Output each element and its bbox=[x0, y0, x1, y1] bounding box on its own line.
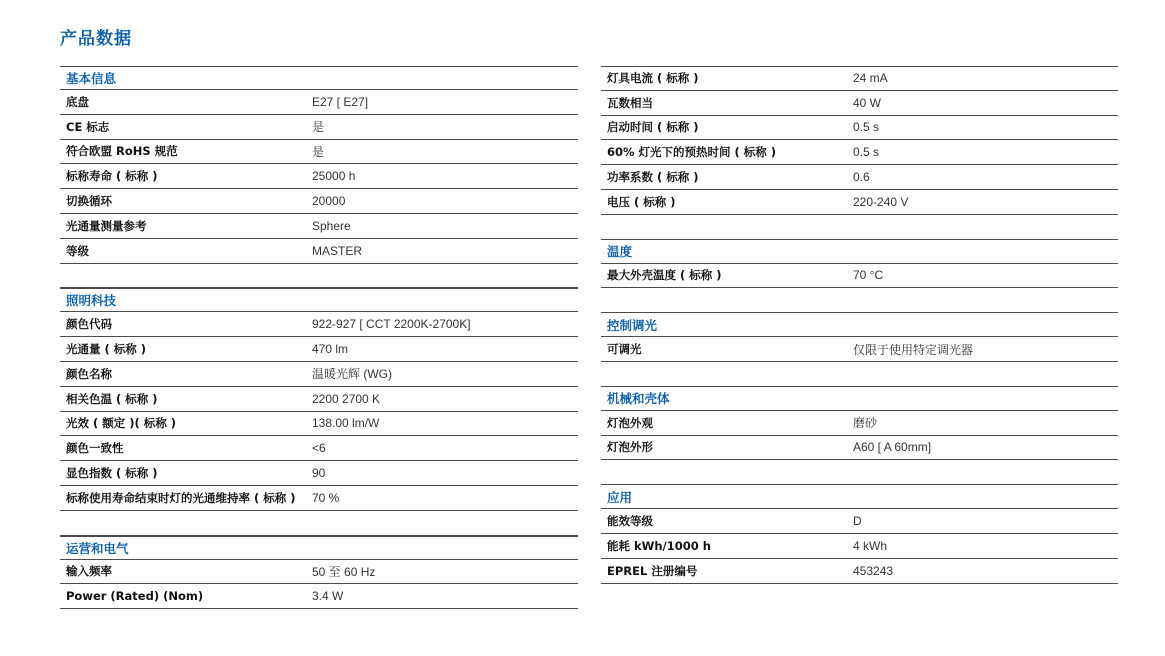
spec-value: 0.6 bbox=[853, 170, 870, 185]
spec-label: 颜色名称 bbox=[66, 366, 112, 381]
spec-value: D bbox=[853, 514, 862, 529]
spec-row bbox=[601, 140, 1118, 165]
section-header-temperature: 温度 bbox=[601, 240, 1118, 264]
spec-row bbox=[601, 264, 1118, 289]
spec-row bbox=[601, 190, 1118, 215]
spec-value: 20000 bbox=[312, 194, 346, 209]
spec-row bbox=[601, 436, 1118, 461]
spec-row bbox=[60, 486, 578, 511]
spec-value: 是 bbox=[312, 144, 325, 159]
spec-row bbox=[601, 116, 1118, 141]
spec-value: 50 至 60 Hz bbox=[312, 564, 376, 579]
spec-label: 60% 灯光下的预热时间 ( 标称 ) bbox=[607, 145, 777, 160]
section-spacer bbox=[601, 362, 1118, 387]
spec-row bbox=[60, 140, 578, 165]
spec-label: 符合欧盟 RoHS 规范 bbox=[66, 144, 178, 159]
spec-label: 光通量测量参考 bbox=[66, 218, 147, 233]
spec-value: 470 lm bbox=[312, 342, 349, 357]
spec-value: 453243 bbox=[853, 563, 894, 578]
spec-label: 能效等级 bbox=[607, 514, 653, 529]
spec-row bbox=[60, 115, 578, 140]
spec-label: 标称使用寿命结束时灯的光通维持率 ( 标称 ) bbox=[66, 490, 296, 505]
section-spacer bbox=[601, 215, 1118, 240]
spec-value: 0.5 s bbox=[853, 120, 880, 135]
spec-row bbox=[601, 66, 1118, 91]
section-header-mechanical-housing: 机械和壳体 bbox=[601, 387, 1118, 411]
spec-row bbox=[601, 559, 1118, 584]
spec-label: CE 标志 bbox=[66, 119, 110, 134]
spec-label: 显色指数 ( 标称 ) bbox=[66, 466, 158, 481]
spec-row bbox=[60, 239, 578, 264]
page-title: 产品数据 bbox=[60, 29, 132, 49]
spec-label: 光通量 ( 标称 ) bbox=[66, 342, 147, 357]
spec-row bbox=[60, 312, 578, 337]
spec-label: 颜色代码 bbox=[66, 317, 112, 332]
section-spacer bbox=[601, 288, 1118, 313]
section-spacer bbox=[60, 511, 578, 536]
spec-label: 灯泡外形 bbox=[607, 440, 653, 455]
spec-label: 启动时间 ( 标称 ) bbox=[607, 120, 699, 135]
spec-label: Power (Rated) (Nom) bbox=[66, 589, 204, 604]
spec-value: 138.00 lm/W bbox=[312, 416, 380, 431]
spec-value: 磨砂 bbox=[853, 416, 878, 431]
spec-row bbox=[601, 534, 1118, 559]
spec-row bbox=[60, 337, 578, 362]
spec-label: 可调光 bbox=[607, 342, 642, 357]
spec-value: 是 bbox=[312, 120, 325, 135]
spec-value: 90 bbox=[312, 466, 326, 481]
spec-value: 仅限于使用特定调光器 bbox=[853, 342, 974, 357]
spec-value: 0.5 s bbox=[853, 145, 880, 160]
left-spec-column bbox=[60, 66, 578, 609]
spec-value: A60 [ A 60mm] bbox=[853, 440, 932, 455]
spec-value: 3.4 W bbox=[312, 589, 344, 604]
spec-label: 相关色温 ( 标称 ) bbox=[66, 391, 158, 406]
spec-row bbox=[60, 214, 578, 239]
spec-row bbox=[60, 584, 578, 609]
section-header-basic-info: 基本信息 bbox=[60, 66, 578, 90]
spec-label: 等级 bbox=[66, 243, 89, 258]
spec-label: 灯泡外观 bbox=[607, 415, 653, 430]
spec-value: 220-240 V bbox=[853, 194, 909, 209]
spec-value: 2200 2700 K bbox=[312, 391, 381, 406]
section-header-lighting-tech: 照明科技 bbox=[60, 288, 578, 312]
section-header-application: 应用 bbox=[601, 485, 1118, 509]
spec-row bbox=[601, 509, 1118, 534]
spec-label: 最大外壳温度 ( 标称 ) bbox=[607, 268, 722, 283]
spec-value: <6 bbox=[312, 441, 326, 456]
spec-value: 70 °C bbox=[853, 268, 884, 283]
spec-value: 25000 h bbox=[312, 169, 356, 184]
spec-row bbox=[601, 411, 1118, 436]
section-spacer bbox=[60, 264, 578, 289]
spec-row bbox=[60, 461, 578, 486]
spec-value: 922-927 [ CCT 2200K-2700K] bbox=[312, 317, 471, 332]
section-header-operating-electrical: 运营和电气 bbox=[60, 536, 578, 560]
spec-row bbox=[601, 165, 1118, 190]
spec-value: Sphere bbox=[312, 218, 351, 233]
spec-row bbox=[60, 164, 578, 189]
spec-label: 输入频率 bbox=[66, 564, 112, 579]
spec-label: 标称寿命 ( 标称 ) bbox=[66, 169, 158, 184]
spec-label: 能耗 kWh/1000 h bbox=[607, 538, 711, 553]
spec-row bbox=[60, 90, 578, 115]
spec-row bbox=[60, 387, 578, 412]
spec-row bbox=[60, 362, 578, 387]
spec-label: 光效 ( 额定 )( 标称 ) bbox=[66, 416, 177, 431]
spec-label: 切换循环 bbox=[66, 194, 112, 209]
spec-label: EPREL 注册编号 bbox=[607, 563, 698, 578]
spec-row bbox=[601, 91, 1118, 116]
section-header-dimming-control: 控制调光 bbox=[601, 313, 1118, 337]
spec-label: 灯具电流 ( 标称 ) bbox=[607, 71, 699, 86]
spec-label: 颜色一致性 bbox=[66, 441, 124, 456]
spec-value: 4 kWh bbox=[853, 538, 888, 553]
spec-value: E27 [ E27] bbox=[312, 94, 369, 109]
spec-row bbox=[601, 337, 1118, 362]
spec-row bbox=[60, 189, 578, 214]
right-spec-column bbox=[601, 66, 1118, 584]
spec-label: 电压 ( 标称 ) bbox=[607, 194, 676, 209]
spec-label: 底盘 bbox=[66, 94, 89, 109]
spec-value: 70 % bbox=[312, 490, 340, 505]
spec-row bbox=[60, 412, 578, 437]
spec-label: 瓦数相当 bbox=[607, 95, 653, 110]
spec-value: MASTER bbox=[312, 243, 363, 258]
spec-value: 24 mA bbox=[853, 71, 888, 86]
spec-value: 温暖光辉 (WG) bbox=[312, 367, 392, 382]
spec-value: 40 W bbox=[853, 95, 882, 110]
spec-row bbox=[60, 560, 578, 585]
section-spacer bbox=[601, 460, 1118, 485]
spec-label: 功率系数 ( 标称 ) bbox=[607, 170, 699, 185]
spec-row bbox=[60, 436, 578, 461]
